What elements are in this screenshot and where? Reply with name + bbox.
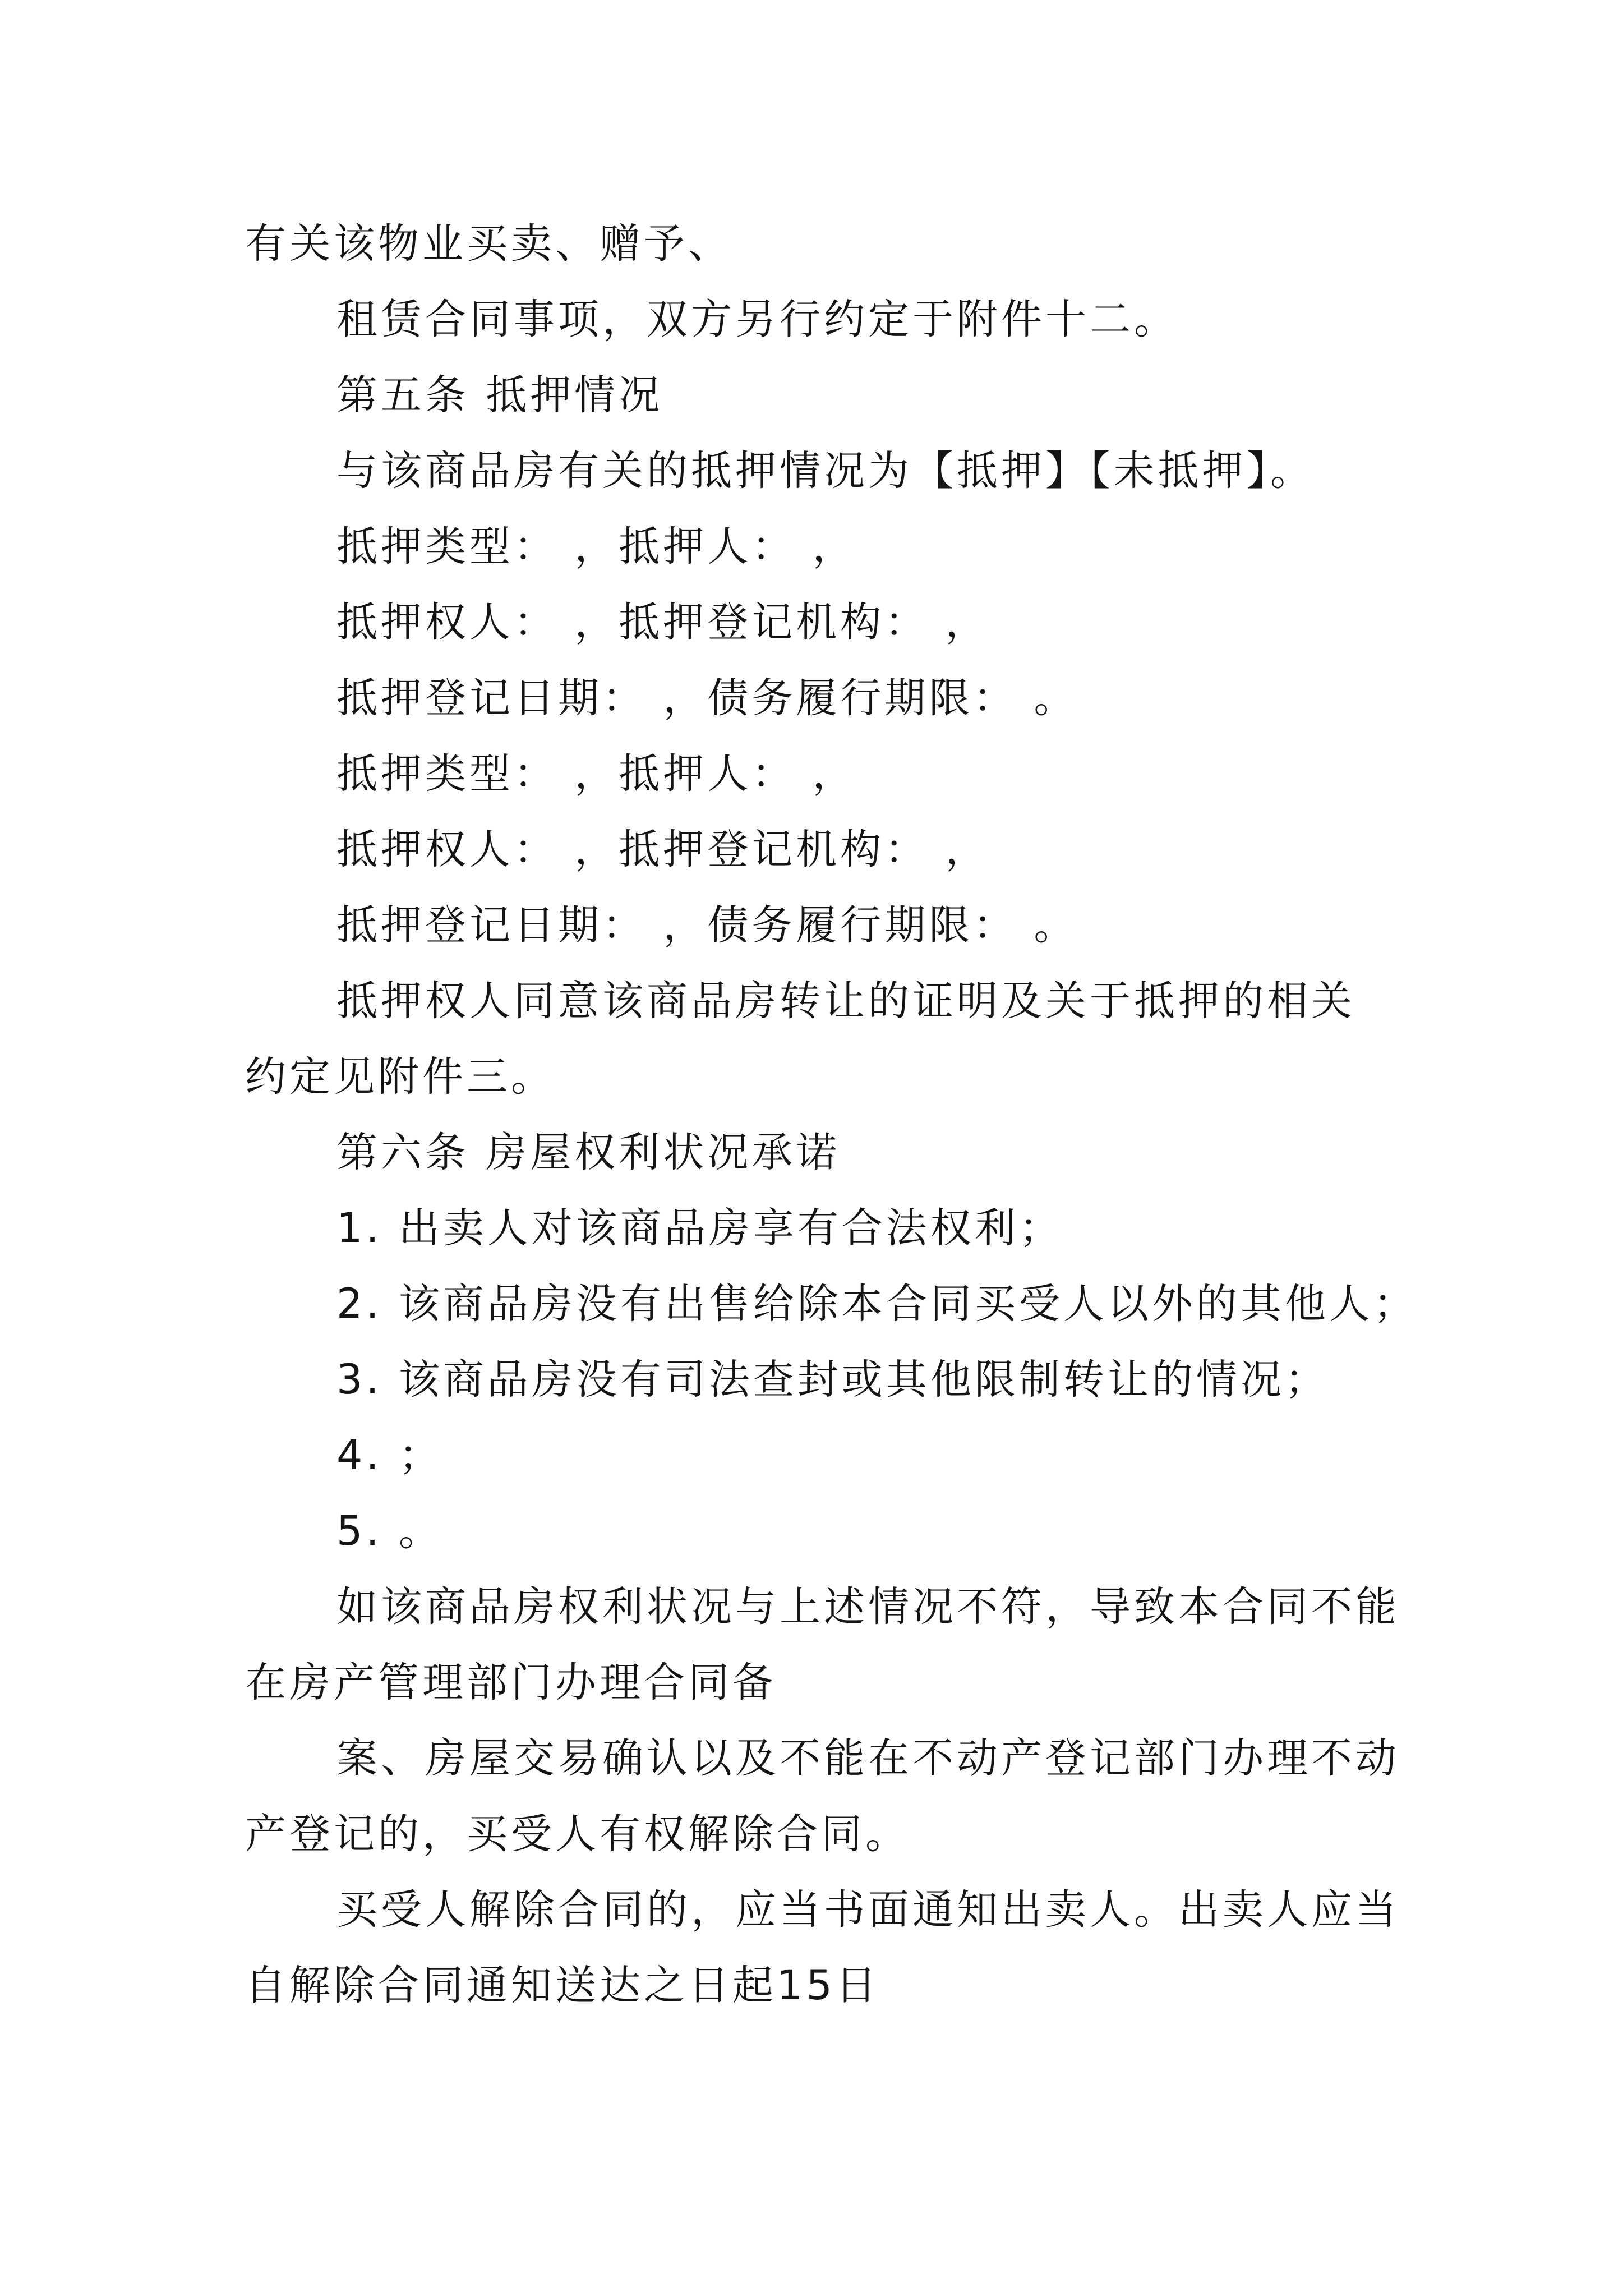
text-line: 案、房屋交易确认以及不能在不动产登记部门办理不动 xyxy=(336,1734,1400,1782)
text-line: 租赁合同事项，双方另行约定于附件十二。 xyxy=(336,296,1178,343)
list-item: 3. 该商品房没有司法查封或其他限制转让的情况； xyxy=(336,1356,1329,1404)
text-line: 抵押类型： ，抵押人： ， xyxy=(336,750,857,798)
text-line: 抵押权人： ，抵押登记机构： ， xyxy=(336,599,990,646)
list-item: 5. 。 xyxy=(336,1507,443,1555)
text-line: 有关该物业买卖、赠予、 xyxy=(245,220,732,268)
list-item: 2. 该商品房没有出售给除本合同买受人以外的其他人； xyxy=(336,1280,1418,1328)
text-line: 抵押登记日期： ，债务履行期限： 。 xyxy=(336,674,1078,722)
text-line: 如该商品房权利状况与上述情况不符，导致本合同不能 xyxy=(336,1583,1400,1631)
list-item: 1. 出卖人对该商品房享有合法权利； xyxy=(336,1204,1063,1252)
section-heading: 第五条 抵押情况 xyxy=(336,371,663,419)
text-line: 抵押登记日期： ，债务履行期限： 。 xyxy=(336,901,1078,949)
list-item: 4. ； xyxy=(336,1432,443,1479)
section-heading: 第六条 房屋权利状况承诺 xyxy=(336,1129,841,1176)
text-line: 抵押权人同意该商品房转让的证明及关于抵押的相关 xyxy=(336,977,1355,1025)
text-line: 抵押权人： ，抵押登记机构： ， xyxy=(336,826,990,873)
text-line: 自解除合同通知送达之日起15日 xyxy=(245,1962,880,2009)
text-line: 在房产管理部门办理合同备 xyxy=(245,1659,777,1706)
text-line: 约定见附件三。 xyxy=(245,1053,555,1101)
text-line: 与该商品房有关的抵押情况为【抵押】【未抵押】。 xyxy=(336,447,1315,495)
text-line: 产登记的，买受人有权解除合同。 xyxy=(245,1810,910,1858)
text-line: 买受人解除合同的，应当书面通知出卖人。出卖人应当 xyxy=(336,1886,1400,1934)
text-line: 抵押类型： ，抵押人： ， xyxy=(336,523,857,570)
